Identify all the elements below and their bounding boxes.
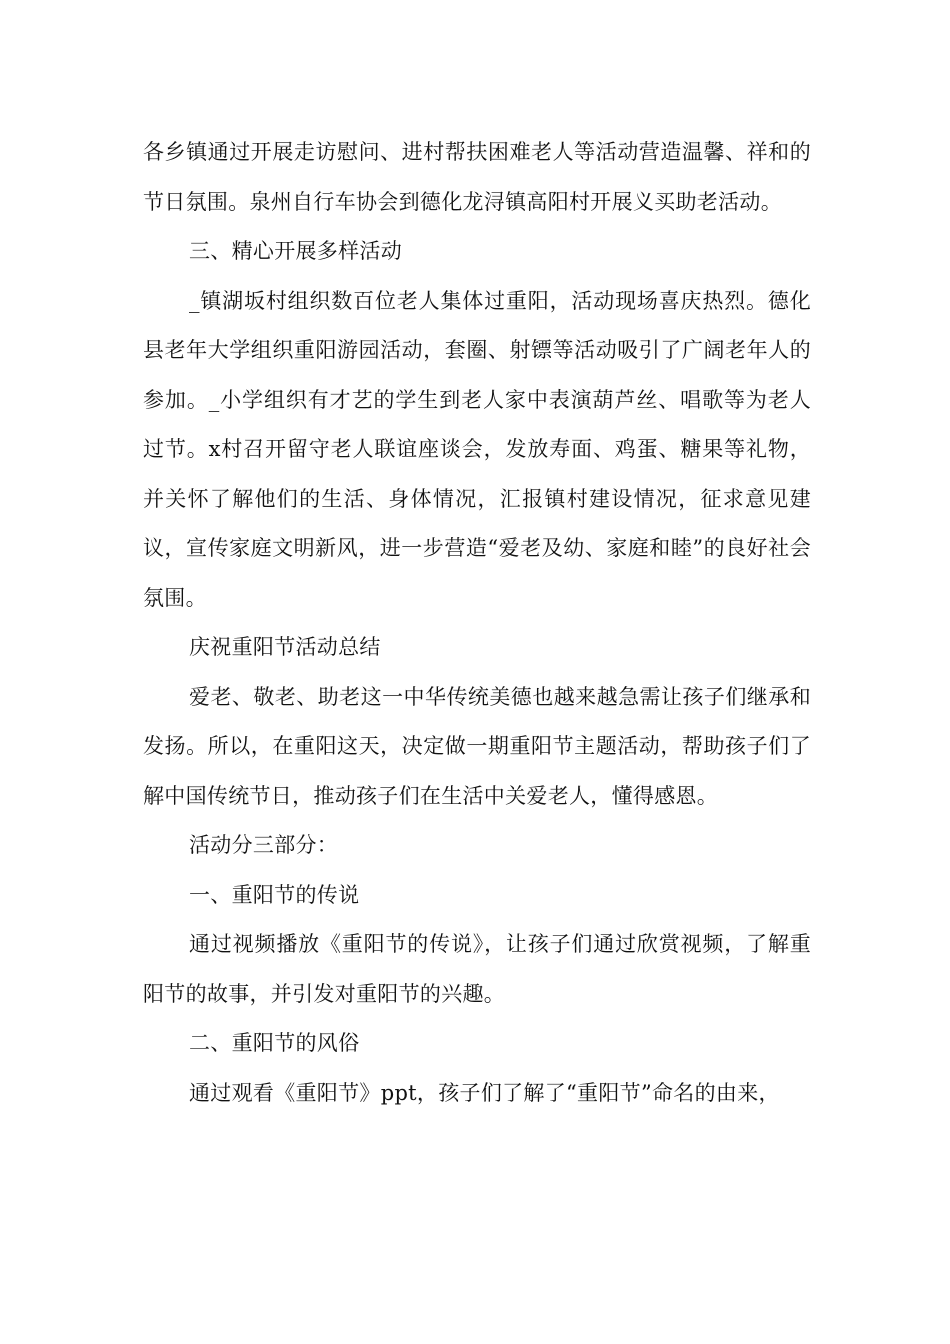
section-heading-3: 三、精心开展多样活动 [189,239,402,263]
paragraph-activities: _镇湖坂村组织数百位老人集体过重阳，活动现场喜庆热烈。德化县老年大学组织重阳游园活动，套圈、射镖等活动吸引了广阔老年人的参加。_小学组织有才艺的学生到老人家中表演葫芦丝、唱歌等为老人过节。x村召开留守老人联谊座谈会，发放寿面、鸡蛋、糖果等礼物，并关怀了解他们的生活、身体情况，汇报镇村建设情况，征求意见建议，宣传家庭文明新风，进一步营造“爱老及幼、家庭和睦”的良好社会氛围。 [143,288,811,610]
paragraph-summary-intro: 爱老、敬老、助老这一中华传统美德也越来越急需让孩子们继承和发扬。所以，在重阳这天，决定做一期重阳节主题活动，帮助孩子们了解中国传统节日，推动孩子们在生活中关爱老人，懂得感恩。 [143,684,811,808]
document-body [143,128,811,1118]
document-title: 庆祝重阳节活动总结 [189,635,381,659]
paragraph-legend: 通过视频播放《重阳节的传说》，让孩子们通过欣赏视频，了解重阳节的故事，并引发对重阳节的兴趣。 [143,932,811,1006]
paragraph-customs: 通过观看《重阳节》ppt，孩子们了解了“重阳节”命名的由来， [189,1080,780,1105]
paragraph-intro-continued: 各乡镇通过开展走访慰问、进村帮扶困难老人等活动营造温馨、祥和的节日氛围。泉州自行车协会到德化龙浔镇高阳村开展义买助老活动。 [143,140,811,214]
section-heading-2: 二、重阳节的风俗 [189,1031,360,1055]
section-heading-1: 一、重阳节的传说 [189,882,360,907]
paragraph-three-parts: 活动分三部分： [189,833,339,857]
